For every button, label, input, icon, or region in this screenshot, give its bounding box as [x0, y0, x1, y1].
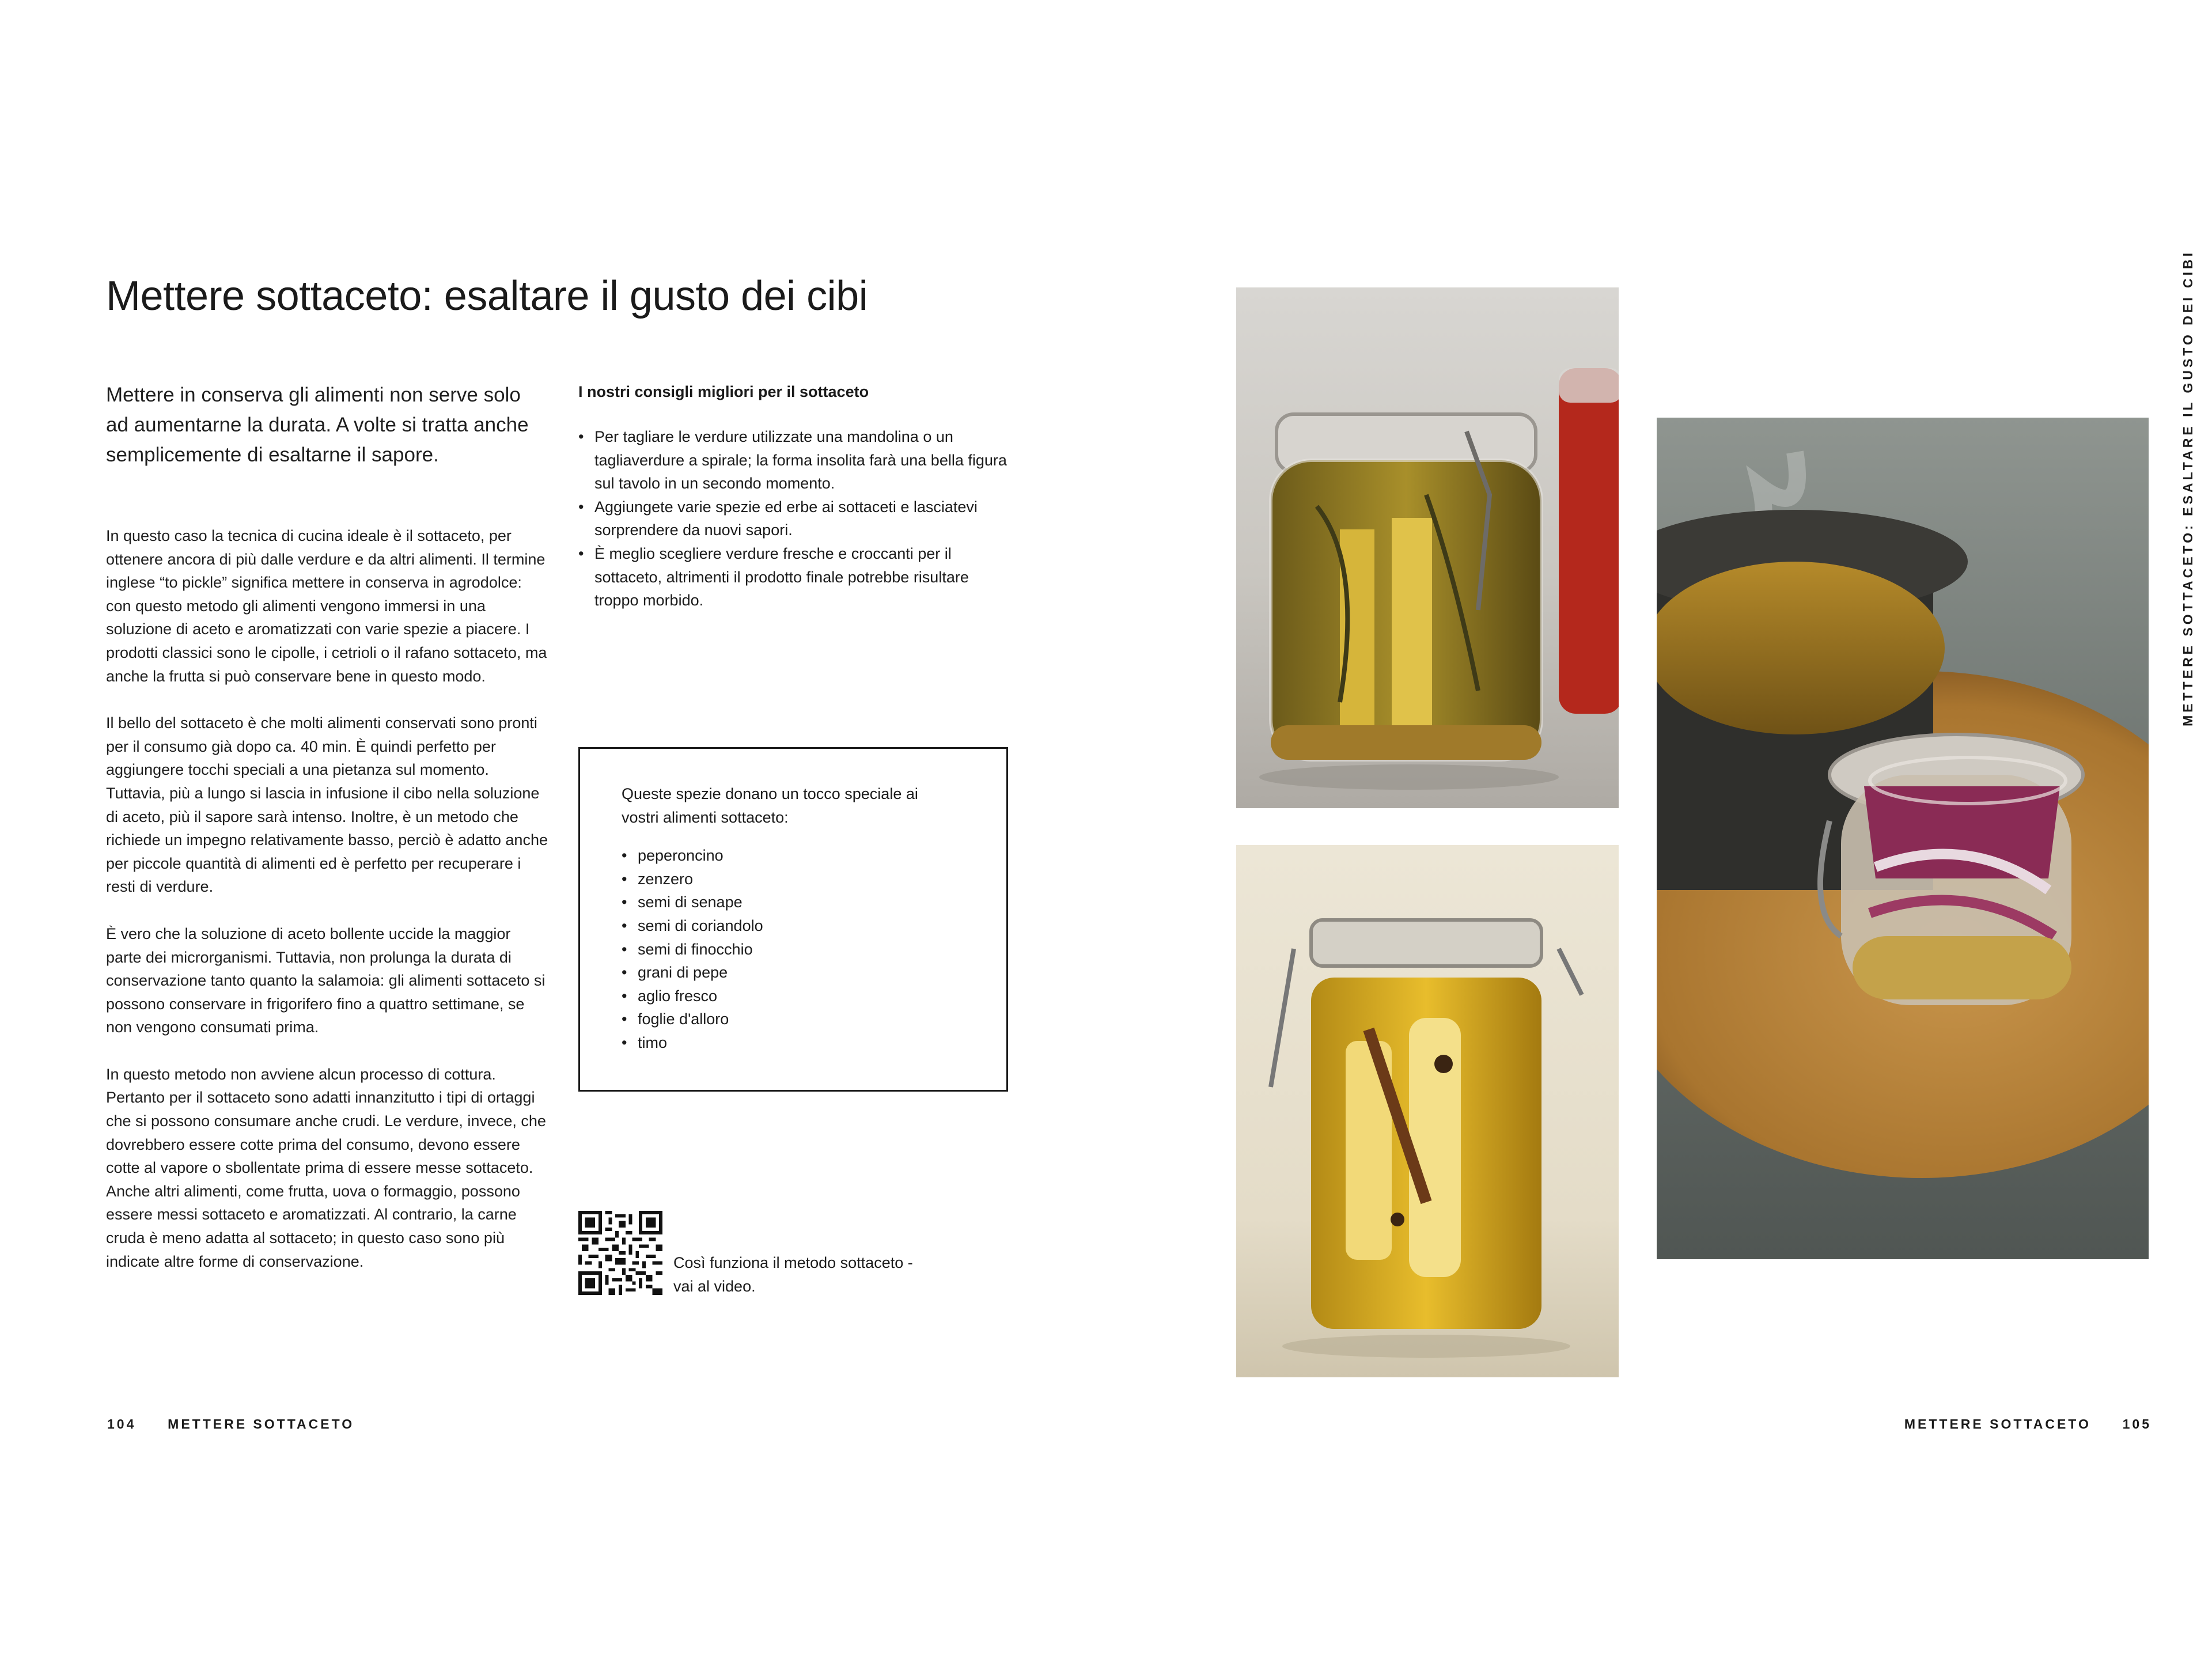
- spice-item: • semi di senape: [622, 891, 1006, 914]
- tips-heading: I nostri consigli migliori per il sottaceto: [578, 383, 869, 400]
- spice-item: • semi di coriandolo: [622, 914, 1006, 938]
- spice-item: • zenzero: [622, 868, 1006, 891]
- page-title: Mettere sottaceto: esaltare il gusto dei cibi: [106, 273, 868, 319]
- page-number-right: 105: [2122, 1416, 2152, 1431]
- tips-list: [578, 425, 1016, 612]
- section-name-right: METTERE SOTTACETO: [1904, 1416, 2091, 1431]
- body-paragraph: In questo caso la tecnica di cucina ideale è il sottaceto, per ottenere ancora di più dalle verdure e da altri alimenti. Il termine inglese “to pickle” significa mettere in conserva in agrodolce: con questo metodo gli alimenti vengono immersi in una soluzione di aceto e aromatizzati con varie spezie a piacere. I prodotti classici sono le cipolle, i cetrioli o il rafano sottaceto, ma anche la frutta si può conservare bene in questo modo.: [106, 527, 547, 685]
- lead-paragraph: Mettere in conserva gli alimenti non serve solo ad aumentarne la durata. A volte si tratta anche semplicemente di esaltarne il sapore.: [106, 384, 529, 466]
- running-head-text: METTERE SOTTACETO: ESALTARE IL GUSTO DEI CIBI: [2180, 249, 2195, 726]
- pot-and-onions-photo: [1657, 418, 2149, 1259]
- spice-item: • semi di finocchio: [622, 938, 1006, 961]
- jar-pickles-photo: [1236, 287, 1619, 808]
- spices-list: [622, 844, 1006, 1054]
- body-paragraph: È vero che la soluzione di aceto bollente uccide la maggior parte dei microrganismi. Tuttavia, non prolunga la durata di conservazione tanto quanto la salamoia: gli alimenti sottaceto si possono conservare in frigorifero fino a quattro settimane, se non vengono consumati prima.: [106, 925, 546, 1036]
- body-paragraph: In questo metodo non avviene alcun processo di cottura. Pertanto per il sottaceto sono adatti innanzitutto i tipi di ortaggi che si possono consumare anche crudi. Le verdure, invece, che dovrebbero essere cotte prima del consumo, devono essere cotte al vapore o sbollentate prima di essere messe sottaceto. Anche altri alimenti, come frutta, uova o formaggio, possono essere messi sottaceto e aromatizzati. Al contrario, la carne cruda è meno adatta al sottaceto; in questo caso sono più indicate altre forme di conservazione.: [106, 1065, 546, 1270]
- spice-item: • timo: [622, 1031, 1006, 1055]
- spice-item: • grani di pepe: [622, 961, 1006, 984]
- qr-code-icon[interactable]: [578, 1211, 662, 1295]
- body-paragraph: Il bello del sottaceto è che molti alimenti conservati sono pronti per il consumo già dopo ca. 40 min. È quindi perfetto per aggiungere tocchi speciali a una pietanza sul momento. Tuttavia, più a lungo si lascia in infusione il cibo nella soluzione di aceto, più il sapore sarà intenso. Inoltre, è un metodo che richiede un impegno relativamente basso, perciò è adatto anche per piccole quantità di alimenti ed è perfetto per recuperare i resti di verdure.: [106, 714, 548, 896]
- spices-box: [578, 747, 1008, 1092]
- spice-item: • foglie d'alloro: [622, 1007, 1006, 1031]
- tip-item: • È meglio scegliere verdure fresche e croccanti per il sottaceto, altrimenti il prodotto finale potrebbe risultare troppo morbido.: [578, 542, 1016, 612]
- tip-item: • Per tagliare le verdure utilizzate una mandolina o un tagliaverdure a spirale; la forma insolita farà una bella figura sul tavolo in un secondo momento.: [578, 425, 1016, 495]
- footer-left: [107, 1415, 354, 1433]
- spice-item: • peperoncino: [622, 844, 1006, 868]
- tips-section: [578, 380, 1016, 612]
- running-head-vertical: [2177, 249, 2198, 726]
- footer-right: [1904, 1415, 2152, 1433]
- spices-intro: Queste spezie donano un tocco speciale ai vostri alimenti sottaceto:: [622, 785, 918, 826]
- section-name-left: METTERE SOTTACETO: [168, 1416, 355, 1431]
- page-number-left: 104: [107, 1416, 137, 1431]
- spice-item: • aglio fresco: [622, 984, 1006, 1008]
- qr-caption: Così funziona il metodo sottaceto - vai al video.: [673, 1254, 913, 1295]
- jar-pears-image: [1236, 845, 1619, 1377]
- jar-pears-photo: [1236, 845, 1619, 1377]
- pot-and-onions-image: [1657, 418, 2149, 1259]
- body-text-column: [106, 524, 550, 1297]
- jar-pickles-image: [1236, 287, 1619, 808]
- tip-item: • Aggiungete varie spezie ed erbe ai sottaceti e lasciatevi sorprendere da nuovi sapori.: [578, 495, 1016, 542]
